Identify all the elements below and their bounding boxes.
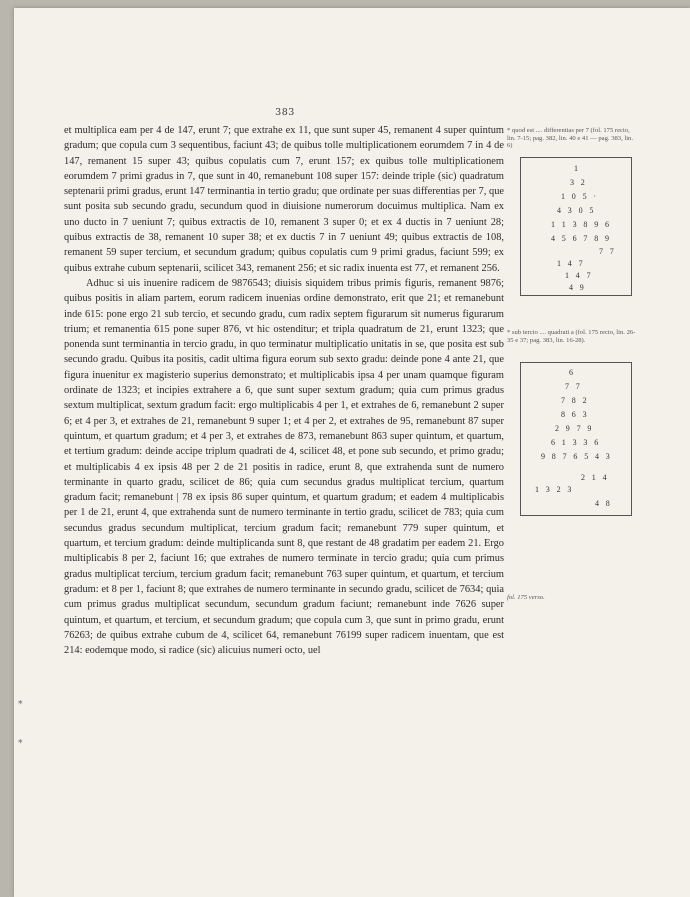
figure1-line: 1	[574, 164, 581, 173]
figure1-line: 1 0 5 ·	[561, 192, 599, 201]
figure1-line: 1 4 7	[565, 271, 593, 280]
figure2-line: 8 6 3	[561, 410, 589, 419]
paragraph-1: et multiplica eam per 4 de 147, erunt 7; que extrahe ex 11, que sunt super 45, remanent 4 super quintum gradum; que copula cum 3 sequentibus, faciunt 43; de quibus tolle multiplicationem eorumdem 7 in 4 de 147, remanent 15 super 43; quibus copulatis cum 7, erunt 157; ex quibus tolle multiplicationem eorumdem 7 primi gradus in 7, que sunt in 40, remanebunt 108 super 157: deinde triple (sic) quadratum septenarii primi gradus, erunt 147 terminantia in tertio gradu; que ordinate per suas differentias per 7, que sunt posita sub secundo gradu, secundum quod in diuisione numerorum docuimus multiplica. Nam ex uno ducto in 7 ueniunt 7; quibus extractis de 10, remanent 3 super 0; et ex 4 ductis in 7 ueniunt 28; quibus extractis de 38, remanent 10 super 38; et ex ductis 7 in 7 ueniunt 49; quibus extractis de 108, remanent 59 super tercium, et secundum gradum; quibus copulatis cum 9 primi gradus, faciunt 599; ex quibus extrahe cubum septenarii, scilicet 343, remanent 256; et sic radix inuenta est 77, et remanent 256.	[64, 125, 504, 274]
figure1-line: 4 9	[569, 283, 587, 292]
figure1-line: 4 3 0 5	[557, 206, 596, 215]
folio-note: fol. 175 verso.	[507, 594, 545, 601]
figure2-line: 7 7	[565, 382, 583, 391]
main-text	[64, 123, 504, 658]
figure1-line: 1 4 7	[557, 259, 585, 268]
paragraph-2: Adhuc si uis inuenire radicem de 9876543; diuisis siquidem tribus primis figuris, remanent 9876; quibus positis in aliam partem, eorum radicem inuenias ordine demonstrato, erit que 21; et remanebunt inde 615: pone ergo 21 sub tercio, et secundo gradu, cum radix septem figurarum sit numerus figurarum trium; et remanentia 615 pone super 876, vt hic ostenditur; et tripla quadratum de 21, erunt 1323; que ponenda sunt terminantia in tercio gradu, in quo terminatur multiplicatio unitatis in se, que posita est sub secundo gradu. Quibus ita positis, cadit ultima figura eorum sub sexto gradu: deinde pone 4 ante 21, que figura inuenitur ex magisterio superius demonstrato; et multiplicabis ipsa 4 per unam quamque figuram ordinate de 1323; et incipies extrahere a 6, que sunt super sextum gradum; quia cum primus gradus sextum multiplicat, sextum gradum facit: ergo multiplicabis 4 per 1, et extrahes de 6, remanebunt 2 super 6; et 4 per 3, et extrahes de 21, remanebunt 9 super 1; et 4 per 2, et extrahes de 95, remanebunt 87 super quintum, et quartum gradum; et 4 per 3, et extrahes de 873, remanebunt 863 super quintum, et quartum, et tertium gradum: deinde accipe triplum quadrati de 4, scilicet 48, et pone sub secundo, et primo gradu; et multiplicabis 4 ex ipsis 48 per 2 de 21 positis in radice, erunt 8, que extrahenda sunt de numero terminante in quarto gradu, scilicet de 86; quia cum secundus gradus multiplicat tercium, quartum gradum facit; remanebunt | 78 ex ipsis 86 super quintum, et quartum gradum; et eadem 4 multiplicabis per 1 de 21, erunt 4, que extrahenda sunt de numero terminante in tertio gradu, scilicet de 783; quia cum secundus gradus secundum multiplicat, tercium gradum facit; remanebunt 779 super quintum, et quartum, et tercium gradum: deinde multiplicanda sunt 8, que restant de 48 gradatim per eadem 21. Ergo multiplicabis 8 per 2, faciunt 16; que extrahes de numero terminate in tercio gradu; quia cum primus gradus multiplicat tercium, tercium gradum facit; remanebunt 763 super quintum, et quartum, et tercium gradum: et 8 per 1, faciunt 8; que extrahes de numero terminante in secundo gradu, scilicet de 7634; quia cum primus gradus multiplicat secundum, secundum gradum faciunt; remanebunt inde 7626 super quintum, et quartum, et tercium, et secundum gradum; que copula cum 3, que sunt in primo gradu, erunt 76263; de quibus extrahe cubum de 4, scilicet 64, remanebunt 76199 super radicem inuentam, que est 214: eodemque modo, si radice (sic) alicuius numeri octo, uel	[64, 277, 504, 657]
figure1-line: 4 5 6 7 8 9	[551, 234, 612, 243]
side-note-1: * quod est .... differentias per 7 (fol. 175 recto, lin. 7-15; pag. 382, lin. 40 e 41 — pag. 383, lin. 6)	[507, 127, 634, 150]
figure2-line: 2 1 4	[581, 473, 609, 482]
margin-mark: *	[18, 700, 23, 710]
figure2-line: 1 3 2 3	[535, 485, 574, 494]
figure2-line: 6	[569, 368, 576, 377]
cube-root-figure-2	[520, 362, 632, 516]
figure2-line: 6 1 3 3 6	[551, 438, 601, 447]
page-number: 383	[275, 107, 295, 118]
figure2-line: 2 9 7 9	[555, 424, 594, 433]
margin-mark: *	[18, 739, 23, 749]
side-note-2: * sub tercio .... quadrati a (fol. 175 recto, lin. 26-35 e 37; pag. 383, lin. 16-28).	[507, 329, 636, 344]
figure1-line: 7 7	[599, 247, 617, 256]
figure2-line: 4 8	[595, 499, 613, 508]
book-page	[14, 8, 690, 897]
figure1-line: 3 2	[570, 178, 588, 187]
cube-root-figure-1	[520, 157, 632, 296]
figure2-line: 7 8 2	[561, 396, 589, 405]
figure1-line: 1 1 3 8 9 6	[551, 220, 612, 229]
figure2-line: 9 8 7 6 5 4 3	[541, 452, 613, 461]
